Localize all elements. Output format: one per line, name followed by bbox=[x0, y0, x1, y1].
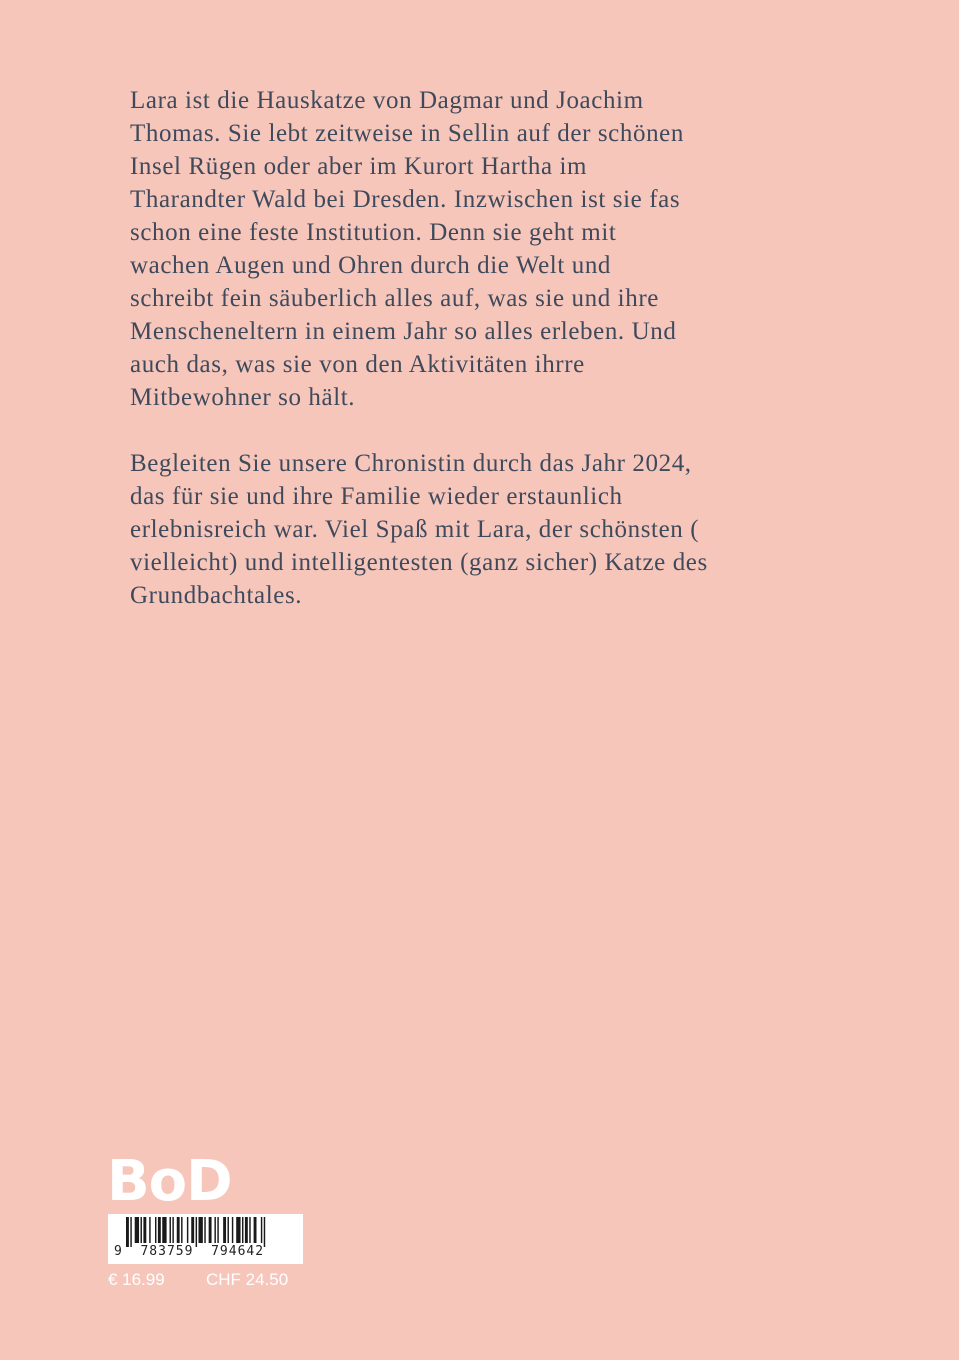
barcode-bar bbox=[214, 1217, 215, 1243]
barcode-bar bbox=[155, 1217, 156, 1243]
barcode-bar bbox=[199, 1217, 203, 1243]
blurb-paragraph-1: Lara ist die Hauskatze von Dagmar und Joachim Thomas. Sie lebt zeitweise in Sellin auf der schönen Insel Rügen oder aber im Kurort Hartha im Tharandter Wald bei Dresden. Inzwischen ist sie fas schon eine feste Institution. Denn sie geht mit wachen Augen und Ohren durch die Welt und schreibt fein säuberlich alles auf, was sie und ihre Menscheneltern in einem Jahr so alles erleben. Und auch das, was sie von den Aktivitäten ihrre Mitbewohner so hält. bbox=[130, 87, 684, 411]
barcode-bar bbox=[143, 1217, 146, 1243]
barcode-bar bbox=[170, 1217, 171, 1243]
barcode-bar bbox=[181, 1217, 182, 1243]
barcode-bar bbox=[254, 1217, 257, 1243]
barcode-bar bbox=[249, 1217, 250, 1243]
barcode-bar bbox=[177, 1217, 180, 1243]
barcode-bar bbox=[191, 1217, 194, 1243]
barcode-bar bbox=[149, 1217, 150, 1243]
barcode-bar bbox=[209, 1217, 212, 1243]
barcode-bar bbox=[245, 1217, 248, 1243]
isbn-number: 9 783759 794642 bbox=[114, 1244, 265, 1259]
barcode-bar bbox=[196, 1217, 197, 1247]
barcode-bar bbox=[261, 1217, 262, 1243]
barcode-bar bbox=[126, 1217, 129, 1247]
barcode-bar bbox=[141, 1217, 142, 1243]
barcode-bar bbox=[217, 1217, 218, 1243]
price-eur: € 16.99 bbox=[108, 1270, 165, 1289]
barcode-bar bbox=[242, 1217, 243, 1243]
barcode-bar bbox=[232, 1217, 233, 1243]
barcode-bar bbox=[172, 1217, 173, 1243]
barcode-bar bbox=[223, 1217, 226, 1243]
price-chf: CHF 24.50 bbox=[206, 1270, 289, 1289]
barcode-bar bbox=[162, 1217, 166, 1243]
barcode-bar bbox=[158, 1217, 161, 1243]
barcode-bar bbox=[228, 1217, 229, 1243]
blurb-paragraph-2: Begleiten Sie unsere Chronistin durch das Jahr 2024, das für sie und ihre Familie wieder erstaunlich erlebnisreich war. Viel Spaß mit Lara, der schönsten ( vielleicht) und intelligentesten (ganz sicher) Katze des Grundbachtales. bbox=[130, 450, 708, 609]
barcode-bar bbox=[236, 1217, 240, 1243]
barcode-bar bbox=[204, 1217, 205, 1243]
barcode-bar bbox=[187, 1217, 188, 1243]
barcode-bar bbox=[264, 1217, 265, 1247]
back-cover-blurb bbox=[130, 84, 830, 612]
barcode-bar bbox=[135, 1217, 139, 1243]
barcode-bar bbox=[130, 1217, 131, 1247]
isbn-barcode bbox=[108, 1214, 303, 1264]
publisher-logo: BoD bbox=[107, 1149, 232, 1214]
